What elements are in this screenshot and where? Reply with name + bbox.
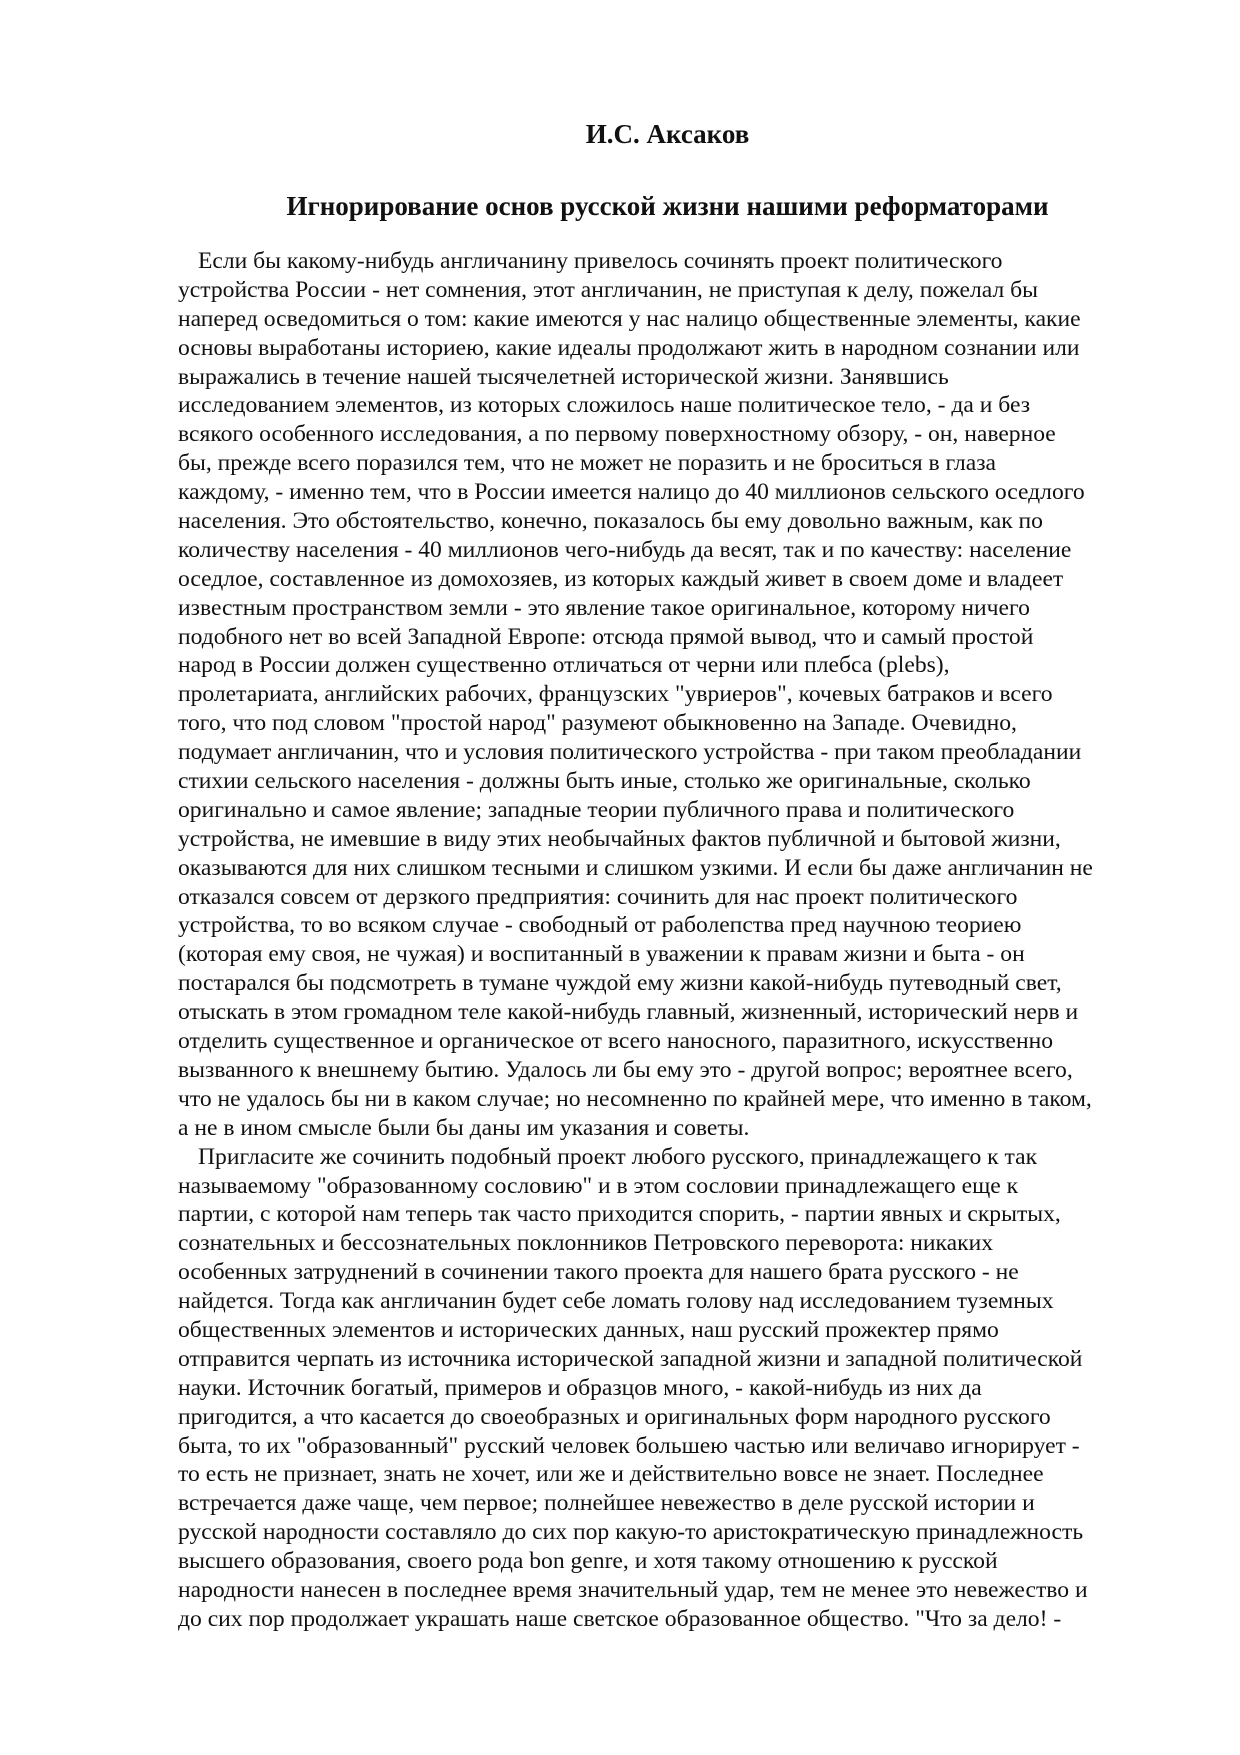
paragraph-line: партии, с которой нам теперь так часто приходится спорить, - партии явных и скрытых, — [178, 1201, 1061, 1228]
paragraph-line: быта, то их "образованный" русский человек большею частью или величаво игнорирует - — [178, 1432, 1080, 1459]
paragraph-line: оригинально и самое явление; западные теории публичного права и политического — [178, 796, 1015, 823]
paragraph-line: общественных элементов и исторических данных, наш русский прожектер прямо — [178, 1316, 999, 1343]
paragraph-line: бы, прежде всего поразился тем, что не может не поразить и не броситься в глаза — [178, 450, 997, 477]
paragraph-line: населения. Это обстоятельство, конечно, показалось бы ему довольно важным, как по — [178, 508, 1043, 535]
paragraph-line: отправится черпать из источника исторической западной жизни и западной политической — [178, 1345, 1083, 1372]
paragraph-line: Пригласите же сочинить подобный проект любого русского, принадлежащего к так — [198, 1143, 1038, 1170]
paragraph-line: науки. Источник богатый, примеров и образцов много, - какой-нибудь из них да — [178, 1374, 982, 1401]
paragraph-line: устройства, не имевшие в виду этих необычайных фактов публичной и бытовой жизни, — [178, 825, 1061, 852]
paragraph-line: найдется. Тогда как англичанин будет себе ломать голову над исследованием туземных — [178, 1288, 1054, 1315]
paragraph-line: постарался бы подсмотреть в тумане чуждой ему жизни какой-нибудь путеводный свет, — [178, 970, 1062, 997]
paragraph-line: Если бы какому-нибудь англичанину привелось сочинять проект политического — [198, 248, 1003, 274]
paragraph-line: устройства России - нет сомнения, этот англичанин, не приступая к делу, пожелал бы — [178, 276, 1038, 303]
paragraph-line: стихии сельского населения - должны быть иные, столько же оригинальные, сколько — [178, 768, 1031, 795]
paragraph-line: называемому "образованному сословию" и в этом сословии принадлежащего еще к — [178, 1172, 1019, 1199]
paragraph-line: подумает англичанин, что и условия политического устройства - при таком преобладании — [178, 739, 1082, 766]
essay-title: Игнорирование основ русской жизни нашими реформаторами — [286, 191, 1049, 221]
paragraph-line: до сих пор продолжает украшать наше светское образованное общество. "Что за дело! - — [178, 1605, 1062, 1632]
paragraph-line: всякого особенного исследования, а по первому поверхностному обзору, - он, наверное — [178, 421, 1056, 448]
paragraph-line: (которая ему своя, не чужая) и воспитанный в уважении к правам жизни и быта - он — [178, 941, 1025, 968]
paragraph-line: а не в ином смысле были бы даны им указания и советы. — [178, 1114, 750, 1141]
paragraph-line: количеству населения - 40 миллионов чего-нибудь да весят, так и по качеству: население — [178, 536, 1072, 563]
paragraph-line: наперед осведомиться о том: какие имеются у нас налицо общественные элементы, какие — [178, 305, 1081, 332]
paragraph-line: каждому, - именно тем, что в России имеется налицо до 40 миллионов сельского оседлого — [178, 479, 1085, 506]
paragraph-line: того, что под словом "простой народ" разумеют обыкновенно на Западе. Очевидно, — [178, 710, 1017, 737]
paragraph-line: народ в России должен существенно отличаться от черни или плебса (plebs), — [178, 652, 950, 679]
paragraph — [178, 247, 1178, 1143]
paragraph-line: оседлое, составленное из домохозяев, из которых каждый живет в своем доме и владеет — [178, 565, 1064, 592]
essay-body — [178, 247, 1178, 1634]
paragraph-line: отделить существенное и органическое от всего наносного, паразитного, искусственно — [178, 1028, 1054, 1055]
paragraph-line: пролетариата, английских рабочих, французских "увриеров", кочевых батраков и всего — [178, 681, 1053, 708]
paragraph-line: народности нанесен в последнее время значительный удар, тем не менее это невежество и — [178, 1576, 1088, 1603]
paragraph-line: особенных затруднений в сочинении такого проекта для нашего брата русского - не — [178, 1259, 1019, 1286]
paragraph-line: вызванного к внешнему бытию. Удалось ли бы ему это - другой вопрос; вероятнее всего, — [178, 1056, 1073, 1083]
paragraph-line: отказался совсем от дерзкого предприятия: сочинить для нас проект политического — [178, 883, 1018, 910]
paragraph-line: подобного нет во всей Западной Европе: отсюда прямой вывод, что и самый простой — [178, 623, 1034, 650]
author-name: И.С. Аксаков — [585, 119, 750, 149]
paragraph-line: что не удалось бы ни в каком случае; но несомненно по крайней мере, что именно в таком, — [178, 1085, 1092, 1112]
paragraph-line: известным пространством земли - это явление такое оригинальное, которому ничего — [178, 594, 1030, 621]
paragraph-line: отыскать в этом громадном теле какой-нибудь главный, жизненный, исторический нерв и — [178, 999, 1079, 1026]
paragraph-line: исследованием элементов, из которых сложилось наше политическое тело, - да и без — [178, 392, 1031, 419]
paragraph-line: основы выработаны историею, какие идеалы продолжают жить в народном сознании или — [178, 334, 1080, 361]
paragraph-line: встречается даже чаще, чем первое; полнейшее невежество в деле русской истории и — [178, 1490, 1035, 1517]
paragraph-line: сознательных и бессознательных поклонников Петровского переворота: никаких — [178, 1230, 994, 1257]
paragraph-line: высшего образования, своего рода bon genre, и хотя такому отношению к русской — [178, 1548, 998, 1575]
paragraph-line: то есть не признает, знать не хочет, или же и действительно вовсе не знает. Последнее — [178, 1461, 1044, 1488]
paragraph-line: устройства, то во всяком случае - свободный от раболепства пред научною теориею — [178, 912, 1022, 939]
paragraph-line: русской народности составляло до сих пор какую-то аристократическую принадлежность — [178, 1519, 1084, 1546]
paragraph-line: пригодится, а что касается до своеобразных и оригинальных форм народного русского — [178, 1403, 1051, 1430]
paragraph — [178, 1143, 1178, 1634]
paragraph-line: оказываются для них слишком тесными и слишком узкими. И если бы даже англичанин не — [178, 854, 1093, 881]
paragraph-line: выражались в течение нашей тысячелетней исторической жизни. Занявшись — [178, 363, 949, 390]
